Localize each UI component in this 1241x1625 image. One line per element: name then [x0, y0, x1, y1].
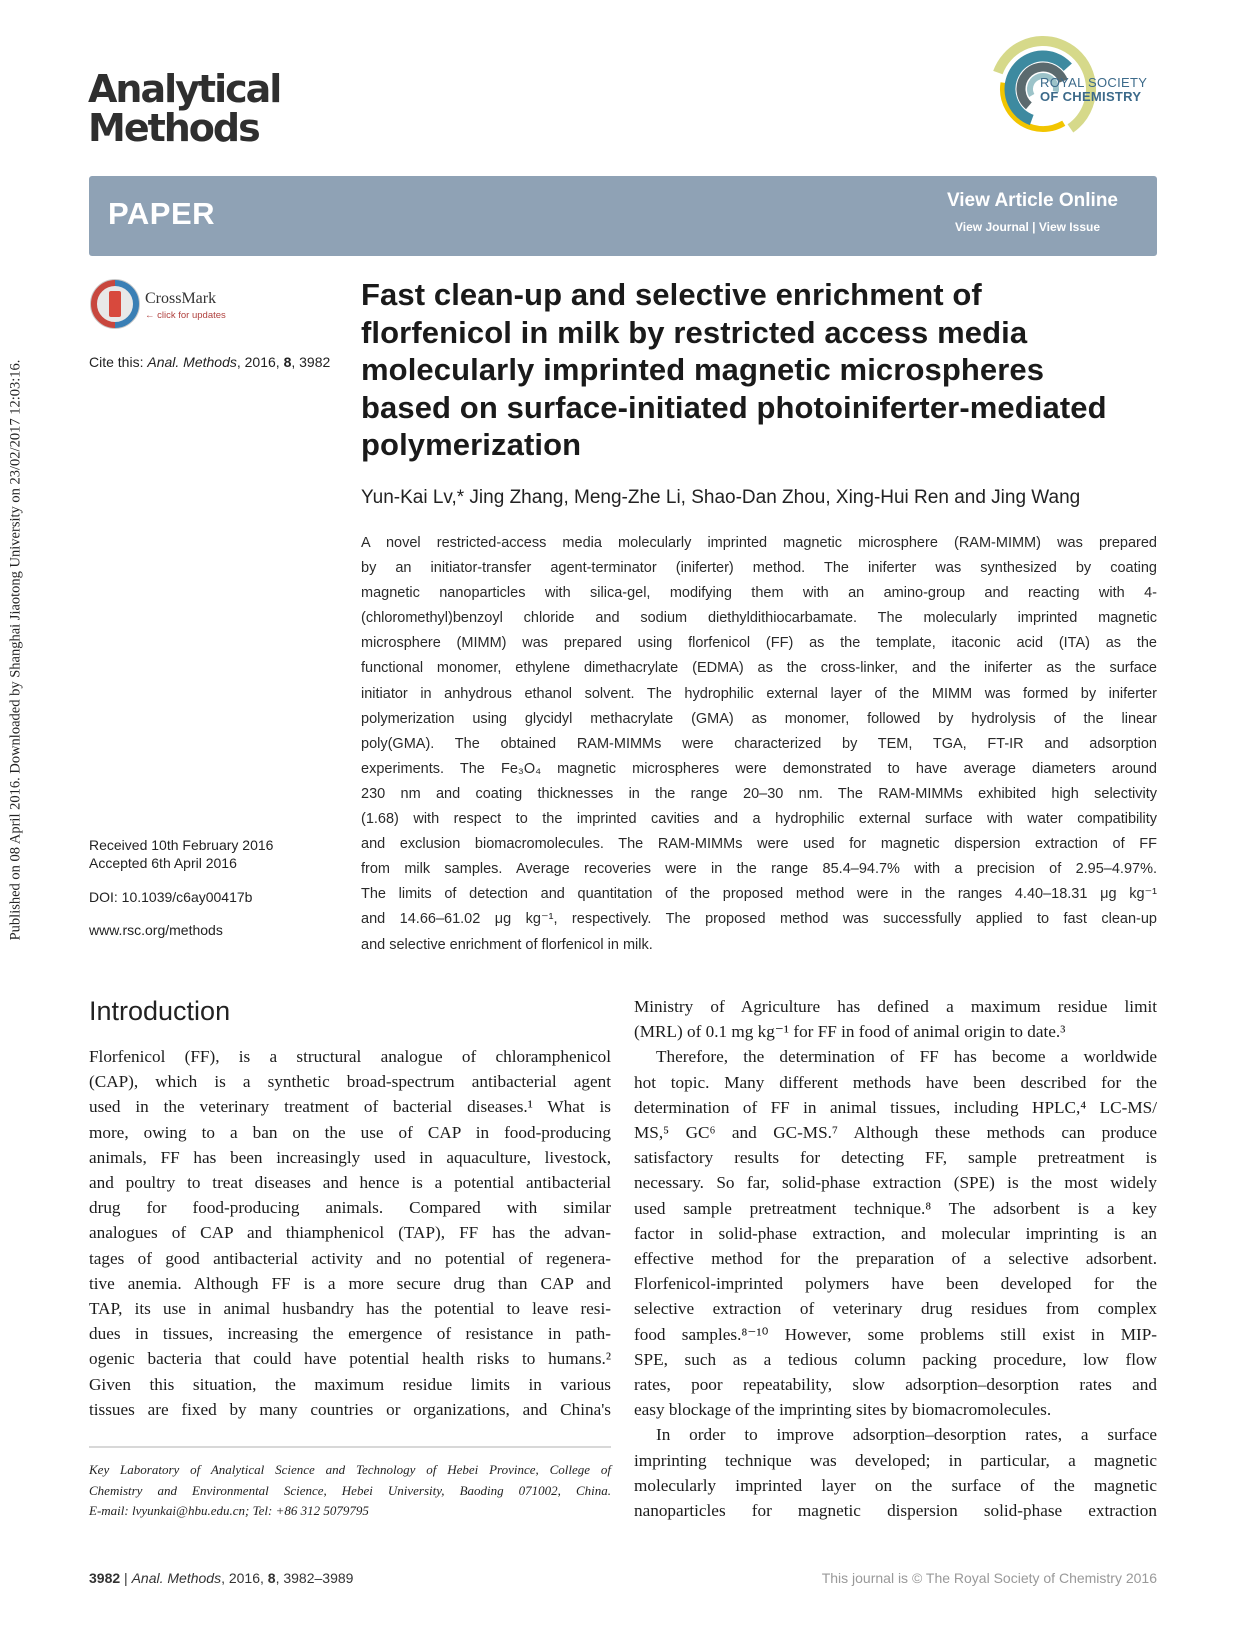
body-line: In order to improve adsorption–desorption rates, a surface [656, 1425, 1157, 1445]
abstract-line: functional monomer, ethylene dimethacrylate (EDMA) as the cross-linker, and the iniferter as the surface [361, 660, 1157, 677]
footer-year: , 2016, [221, 1570, 268, 1586]
body-column-right [634, 994, 1157, 1523]
body-line: MS,⁵ GC⁶ and GC-MS.⁷ Although these methods can produce [634, 1123, 1157, 1143]
body-line: SPE, such as a tedious column packing procedure, low flow [634, 1349, 1157, 1369]
body-line: TAP, its use in animal husbandry has the potential to leave resi- [89, 1299, 611, 1319]
doi[interactable]: DOI: 10.1039/c6ay00417b [89, 889, 253, 905]
crossmark-badge[interactable] [89, 278, 259, 334]
body-line: food samples.⁸⁻¹⁰ However, some problems still exist in MIP- [634, 1324, 1157, 1344]
view-journal-link[interactable]: View Journal [954, 220, 1029, 234]
title-line: molecularly imprinted magnetic microspheres [361, 352, 1045, 387]
abstract-line: polymerization using glycidyl methacrylate (GMA) as monomer, followed by hydrolysis of the linear [361, 710, 1157, 727]
citation [89, 354, 330, 370]
abstract-line: A novel restricted-access media molecularly imprinted magnetic microsphere (RAM-MIMM) was prepared [361, 535, 1157, 551]
body-line: factor in solid-phase extraction, and molecular imprinting is an [634, 1223, 1157, 1243]
body-column-left [89, 1044, 611, 1422]
abstract-line: (1.68) with respect to the imprinted cavities and a hydrophilic external surface with water compatibility [361, 811, 1157, 828]
body-line: necessary. So far, solid-phase extraction (SPE) is the most widely [634, 1173, 1157, 1193]
affiliation-line: Chemistry and Environmental Science, Hebei University, Baoding 071002, China. [89, 1482, 611, 1498]
body-line: drug for food-producing animals. Compared with similar [89, 1198, 611, 1218]
abstract-line: and selective enrichment of florfenicol in milk. [361, 936, 653, 953]
affiliation-line: E-mail: lvyunkai@hbu.edu.cn; Tel: +86 312 5079795 [89, 1503, 369, 1518]
abstract-line: magnetic nanoparticles with silica-gel, modifying them with an amino-group and reacting with 4- [361, 585, 1157, 602]
article-banner [89, 176, 1157, 256]
abstract-line: experiments. The Fe₃O₄ magnetic microspheres were demonstrated to have average diameters around [361, 760, 1157, 777]
title-line: florfenicol in milk by restricted access media [361, 314, 1028, 350]
banner-link-separator: | [1032, 220, 1036, 234]
abstract-line: from milk samples. Average recoveries were in the range 85.4–94.7% with a precision of 2.95–4.97%. [361, 861, 1157, 878]
view-issue-link[interactable]: View Issue [1038, 220, 1100, 234]
page-number: 3982 [89, 1570, 121, 1586]
download-notice-text: Published on 08 April 2016. Downloaded by Shanghai Jiaotong University on 23/02/2017 12:03:16. [7, 359, 24, 941]
banner-links [955, 220, 1100, 234]
body-line: tages of good antibacterial activity and no potential of regenera- [89, 1248, 611, 1268]
view-article-online-link[interactable]: View Article Online [946, 190, 1118, 211]
body-line: (MRL) of 0.1 mg kg⁻¹ for FF in food of animal origin to date.³ [634, 1022, 1066, 1042]
footer-range: , 3982–3989 [275, 1570, 354, 1586]
body-line: Ministry of Agriculture has defined a maximum residue limit [634, 997, 1157, 1016]
body-line: nanoparticles for magnetic dispersion solid-phase extraction [634, 1501, 1157, 1521]
title-line: based on surface-initiated photoiniferter-mediated [361, 389, 1107, 425]
body-line: Florfenicol (FF), is a structural analogue of chloramphenicol [89, 1047, 611, 1066]
body-line: and poultry to treat diseases and hence is a potential antibacterial [89, 1173, 611, 1193]
body-line: hot topic. Many different methods have been described for the [634, 1072, 1157, 1092]
body-line: satisfactory results for detecting FF, sample pretreatment is [634, 1148, 1157, 1168]
citation-volume: 8 [283, 354, 292, 370]
body-line: selective extraction of veterinary drug residues from complex [634, 1299, 1157, 1319]
body-line: imprinting technique was developed; in particular, a magnetic [634, 1450, 1157, 1470]
accepted-date: Accepted 6th April 2016 [89, 855, 237, 871]
body-line: dues in tissues, increasing the emergence of resistance in path- [89, 1324, 611, 1344]
article-type: PAPER [108, 196, 216, 231]
body-line: used in the veterinary treatment of bacterial diseases.¹ What is [89, 1097, 611, 1117]
affiliation-line: Key Laboratory of Analytical Science and Technology of Hebei Province, College of [89, 1462, 611, 1477]
body-line: Given this situation, the maximum residue limits in various [89, 1374, 611, 1394]
body-line: ogenic bacteria that could have potential health risks to humans.² [89, 1349, 611, 1369]
body-line: used sample pretreatment technique.⁸ The adsorbent is a key [634, 1198, 1157, 1218]
body-line: (CAP), which is a synthetic broad-spectrum antibacterial agent [89, 1072, 611, 1092]
body-line: Florfenicol-imprinted polymers have been developed for the [634, 1274, 1157, 1294]
title-line: polymerization [361, 427, 582, 462]
citation-page: , 3982 [291, 354, 331, 370]
crossmark-icon [89, 278, 141, 330]
body-line: rates, poor repeatability, slow adsorption–desorption rates and [634, 1375, 1157, 1395]
body-line: easy blockage of the imprinting sites by biomacromolecules. [634, 1400, 1052, 1420]
body-line: determination of FF in animal tissues, including HPLC,⁴ LC-MS/ [634, 1097, 1157, 1117]
body-line: animals, FF has been increasingly used in aquaculture, livestock, [89, 1147, 611, 1167]
abstract-line: 230 nm and coating thicknesses in the range 20–30 nm. The RAM-MIMMs exhibited high selectivity [361, 785, 1157, 802]
page-footer-left [89, 1570, 353, 1586]
journal-website-link[interactable]: www.rsc.org/methods [89, 922, 223, 938]
copyright-notice: This journal is © The Royal Society of Chemistry 2016 [821, 1570, 1157, 1586]
rsc-wordmark [1040, 76, 1147, 104]
title-line: Fast clean-up and selective enrichment of [361, 277, 982, 312]
abstract-line: microsphere (MIMM) was prepared using florfenicol (FF) as the template, itaconic acid (ITA) as the [361, 635, 1157, 652]
article-title [361, 276, 1161, 464]
abstract-line: and exclusion biomacromolecules. The RAM-MIMMs were used for magnetic dispersion extraction of FF [361, 836, 1157, 853]
body-line: more, owing to a ban on the use of CAP in food-producing [89, 1122, 611, 1142]
body-line: tive anemia. Although FF is a more secure drug than CAP and [89, 1273, 611, 1293]
abstract-line: and 14.66–61.02 μg kg⁻¹, respectively. The proposed method was successfully applied to fast clean-up [361, 911, 1157, 928]
footnote-divider [89, 1446, 611, 1448]
body-line: Therefore, the determination of FF has become a worldwide [656, 1047, 1157, 1067]
footer-volume: 8 [267, 1570, 276, 1586]
crossmark-sub-text: click for updates [157, 310, 226, 321]
footer-journal: Anal. Methods [131, 1570, 222, 1586]
crossmark-label: CrossMark [145, 290, 217, 307]
citation-year: , 2016, [236, 354, 284, 370]
citation-prefix: Cite this: [89, 354, 148, 370]
crossmark-sub [145, 310, 226, 321]
rsc-wordmark-line2: OF CHEMISTRY [1040, 89, 1142, 104]
journal-logo-line2: Methods [88, 106, 259, 150]
citation-journal: Anal. Methods [147, 354, 237, 370]
body-line: analogues of CAP and thiamphenicol (TAP), FF has the advan- [89, 1223, 611, 1243]
rsc-wordmark-line1: ROYAL SOCIETY [1040, 75, 1148, 90]
abstract-line: The limits of detection and quantitation of the proposed method were in the ranges 4.40–18.31 μg kg⁻¹ [361, 886, 1157, 903]
section-heading-introduction: Introduction [89, 996, 231, 1026]
download-notice [6, 310, 26, 990]
affiliation-footnote [89, 1460, 611, 1522]
received-date: Received 10th February 2016 [89, 837, 274, 853]
abstract-line: initiator in anhydrous ethanol solvent. The hydrophilic external layer of the MIMM was formed by iniferter [361, 685, 1157, 702]
footer-separator: | [124, 1570, 128, 1586]
abstract [361, 531, 1157, 958]
body-line: effective method for the preparation of a selective adsorbent. [634, 1249, 1157, 1269]
abstract-line: poly(GMA). The obtained RAM-MIMMs were characterized by TEM, TGA, FT-IR and adsorption [361, 735, 1157, 752]
abstract-line: by an initiator-transfer agent-terminator (iniferter) method. The iniferter was synthesized by coating [361, 560, 1157, 577]
abstract-line: (chloromethyl)benzoyl chloride and sodium diethyldithiocarbamate. The molecularly imprinted magnetic [361, 610, 1157, 627]
author-list: Yun-Kai Lv,* Jing Zhang, Meng-Zhe Li, Shao-Dan Zhou, Xing-Hui Ren and Jing Wang [361, 487, 1081, 508]
body-line: tissues are fixed by many countries or organizations, and China's [89, 1399, 611, 1419]
rsc-logo[interactable] [988, 34, 1158, 144]
arrow-left-icon: ← [145, 310, 155, 321]
journal-logo[interactable] [88, 67, 281, 150]
body-line: molecularly imprinted layer on the surface of the magnetic [634, 1475, 1157, 1495]
journal-logo-line1: Analytical [88, 67, 281, 111]
